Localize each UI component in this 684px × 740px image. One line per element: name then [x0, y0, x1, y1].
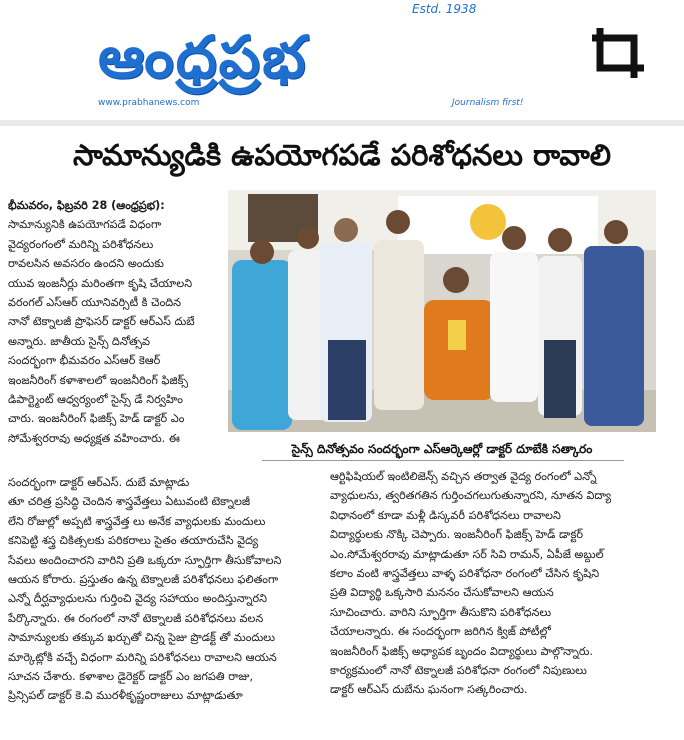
text-line: వ్యాధులను, త్వరితగతిన గుర్తించగలుగుతున్నారని, నూతన విద్యా — [330, 489, 612, 503]
article-photo — [228, 190, 656, 432]
text-line: పేర్కొన్నారు. ఈ రంగంలో నానో టెక్నాలజీ పరిశోధనలు వలన — [8, 611, 264, 625]
article-column-left — [8, 196, 226, 448]
text-line: ఎన్నో దీర్ఘవ్యాధులను గుర్తించి వైద్య సహాయం అందిస్తున్నారని — [8, 592, 267, 606]
text-line: ఆర్టిఫిషియల్ ఇంటిలిజెన్స్ వచ్చిన తర్వాత వైద్య రంగంలో ఎన్నో — [330, 470, 597, 483]
text-line: సూచన చేశారు. కళాశాల డైరెక్టర్ డాక్టర్ ఎం జగపతి రాజు, — [8, 670, 254, 684]
text-line: కనిపెట్టి శస్త్ర చికిత్సలకు పరికరాలు సైతం తయారుచేసి వైద్య — [8, 534, 259, 548]
text-line: మార్కెట్లోకి వచ్చే విధంగా మరిన్ని పరిశోధనలు రావాలని ఆయన — [8, 650, 277, 664]
crop-icon[interactable] — [590, 24, 648, 82]
text-line: వైద్యరంగంలో మరిన్ని పరిశోధనలు — [8, 237, 154, 251]
text-line: ప్రతి విద్యార్థి ఒక్కసారి మననం చేసుకోవాలని ఆయన — [330, 586, 554, 600]
text-line: సందర్భంగా డాక్టర్ ఆర్ఎస్. దుబే మాట్లాడు — [8, 476, 190, 489]
article-column-bottom-left — [8, 473, 318, 706]
website-url: www.prabhanews.com — [98, 98, 200, 108]
text-line: కలాం వంటి శాస్త్రవేత్తలు వాళ్ళ పరిశోధనా రంగంలో చేసిన కృషిని — [330, 567, 600, 581]
text-line: ప్రిన్సిపల్ డాక్టర్ కె.వి మురళీకృష్ణంరాజులు మాట్లాడుతూ — [8, 689, 243, 703]
text-line: రావలసిన అవసరం ఉందని అందుకు — [8, 257, 164, 271]
text-line: తూ చరిత్ర ప్రసిద్ధి చెందిన శాస్త్రవేత్తలు ఏటువంటి టెక్నాలజీ — [8, 495, 251, 509]
masthead — [0, 0, 684, 120]
photo-caption: సైన్స్ దినోత్సవం సందర్భంగా ఎస్ఆర్కెఆర్లో డాక్టర్ దూబేకి సత్కారం — [291, 442, 593, 456]
text-line: యువ ఇంజనీర్లు మరింతగా కృషి చేయాలని — [8, 276, 193, 290]
text-line: సామాన్యునికి ఉపయోగపడే విధంగా — [8, 218, 162, 232]
text-line: సామాన్యులకు తక్కువ ఖర్చుతో చిన్న సైజు ప్రొడక్ట్ తో మందులు — [8, 631, 275, 645]
article-headline: సామాన్యుడికి ఉపయోగపడే పరిశోధనలు రావాలి — [73, 138, 611, 172]
text-line: లేని రోజుల్లో అప్పటి శాస్త్రవేత్త లు అనేక వ్యాధులకు మందులు — [8, 514, 266, 528]
tagline: Journalism first! — [452, 98, 524, 108]
text-line: సూచించారు. వారిని స్ఫూర్తిగా తీసుకొని పరిశోధనలు — [330, 605, 552, 619]
established-year: Estd. 1938 — [412, 2, 477, 16]
text-line: అన్నారు. జాతీయ సైన్స్ దినోత్సవ — [8, 334, 150, 348]
text-line: చారు. ఇంజనీరింగ్ ఫిజిక్స్ హెడ్ డాక్టర్ ఎం — [8, 412, 185, 426]
text-line: వరంగల్ ఎస్ఆర్ యూనివర్సిటీ కి చెందిన — [8, 296, 181, 310]
newspaper-logo: ఆంధ్రప్రభ — [98, 23, 308, 91]
caption-underline — [262, 460, 624, 461]
article-column-right — [330, 467, 678, 700]
dateline: భీమవరం, ఫిబ్రవరి 28 (ఆంధ్రప్రభ): — [8, 199, 165, 212]
text-line: నానో టెక్నాలజీ ప్రొఫెసర్ డాక్టర్ ఆర్ఎస్ దుబే — [8, 315, 195, 329]
text-line: ఇంజనీరింగ్ కళాశాలలో ఇంజనీరింగ్ ఫిజిక్స్ — [8, 373, 188, 387]
text-line: విధానంలో కూడా మళ్లీ డిస్కవరీ పరిశోధనలు రావాలని — [330, 508, 561, 522]
text-line: సందర్భంగా భీమవరం ఎస్ఆర్ కెఆర్ — [8, 354, 161, 368]
text-line: ఆయన కోరారు. ప్రస్తుతం ఉన్న టెక్నాలజీ పరిశోధనలు ఫలితంగా — [8, 573, 279, 587]
text-line: విద్యార్థులకు నొక్కి చెప్పారు. ఇంజనీరింగ్ ఫిజిక్స్ హెడ్ డాక్టర్ — [330, 528, 583, 542]
text-line: చేయాలన్నారు. ఈ సందర్భంగా జరిగిన క్విజ్ పోటీల్లో — [330, 625, 551, 639]
text-line: కార్యక్రమంలో నానో టెక్నాలజీ పరిశోధనా రంగంలో నిపుణులు — [330, 664, 587, 678]
text-line: సోమేశ్వరరావు అధ్యక్షత వహించారు. ఈ — [8, 431, 180, 445]
text-line: డిపార్ట్మెంట్ ఆధ్వర్యంలో సైన్స్ డే నిర్వహిం — [8, 393, 183, 407]
text-line: ఇంజనీరింగ్ ఫిజిక్స్ అధ్యాపక బృందం విద్యార్థులు పాల్గొన్నారు. — [330, 644, 593, 658]
text-line: ఎం.సోమేశ్వరరావు మాట్లాడుతూ సర్ సివి రామన్, ఏపీజే అబ్దుల్ — [330, 547, 604, 561]
text-line: సేవలు అందించారని వారిని ప్రతి ఒక్కరూ స్ఫూర్తిగా తీసుకోవాలని — [8, 553, 282, 567]
text-line: డాక్టర్ ఆర్ఎస్ దుబేను ఘనంగా సత్కరించారు. — [330, 683, 528, 697]
